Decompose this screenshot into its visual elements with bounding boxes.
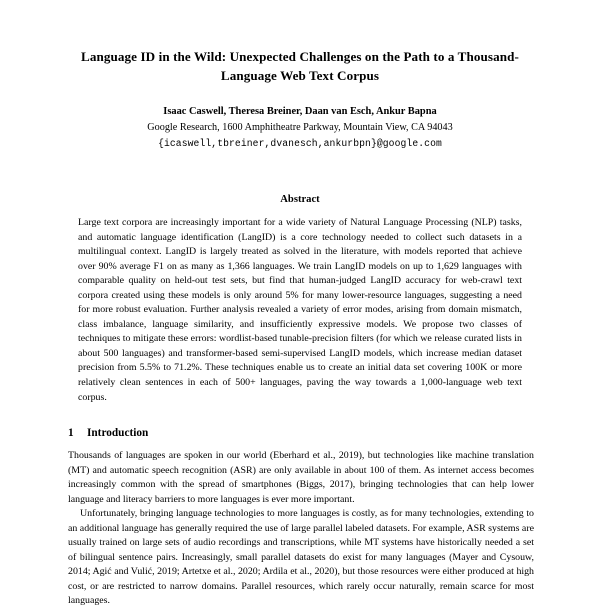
abstract-heading: Abstract xyxy=(280,194,320,205)
section-heading-introduction xyxy=(68,427,534,439)
paragraph: Thousands of languages are spoken in our world (Eberhard et al., 2019), but technologies like machine translation (MT) and automatic speech recognition (ASR) are only available in about 100 of them. As internet access becomes increasingly common with the spread of smartphones (Biggs, 2017), bringing technologies that can help lower language and literacy barriers to more languages is ever more important. xyxy=(68,450,534,505)
introduction-body xyxy=(68,449,534,609)
paragraph: Unfortunately, bringing language technologies to more languages is costly, as for many technologies, extending to an additional language has generally required the use of large parallel labeled datasets. For example, ASR systems are usually trained on large sets of audio recordings and transcriptions, while MT systems have historically needed a set of bilingual sentence pairs. Increasingly, small parallel datasets do exist for many languages (Mayer and Cysouw, 2014; Agić and Vulić, 2019; Artetxe et al., 2020; Ardila et al., 2020), but those resources were either produced at high cost, or are restricted to narrow domains. Parallel resources, which rarely occur naturally, remain scarce for most languages. xyxy=(68,508,534,607)
author-list: Isaac Caswell, Theresa Breiner, Daan van Esch, Ankur Bapna xyxy=(163,106,437,117)
section-number: 1 xyxy=(68,427,74,439)
title-block xyxy=(68,47,532,85)
abstract-text: Large text corpora are increasingly important for a wide variety of Natural Language Processing (NLP) tasks, and automatic language identification (LangID) is a core technology needed to collect such datasets in a multilingual context. LangID is largely treated as solved in the literature, with models reported that achieve over 90% average F1 on as many as 1,366 languages. We train LangID models on up to 1,629 languages with comparable quality on held-out test sets, but find that human-judged LangID accuracy for web-crawl text corpora created using these models is only around 5% for many lower-resource languages, suggesting a need for more robust evaluation. Further analysis revealed a variety of error modes, arising from domain mismatch, class imbalance, language similarity, and insufficiently expressive models. We propose two classes of techniques to mitigate these errors: wordlist-based tunable-precision filters (for which we release curated lists in about 500 languages) and transformer-based semi-supervised LangID models, which increase median dataset precision from 5.5% to 71.2%. These techniques enable us to create an initial data set covering 100K or more relatively clean sentences in each of 500+ languages, paving the way towards a 1,000-language web text corpus. xyxy=(78,217,522,403)
author-emails: {icaswell,tbreiner,dvanesch,ankurbpn}@google.com xyxy=(158,138,442,149)
page-title: Language ID in the Wild: Unexpected Challenges on the Path to a Thousand-Language Web Text Corpus xyxy=(80,49,519,83)
affiliation: Google Research, 1600 Amphitheatre Parkway, Mountain View, CA 94043 xyxy=(147,122,453,133)
author-block xyxy=(68,104,532,151)
section-title: Introduction xyxy=(87,427,149,439)
